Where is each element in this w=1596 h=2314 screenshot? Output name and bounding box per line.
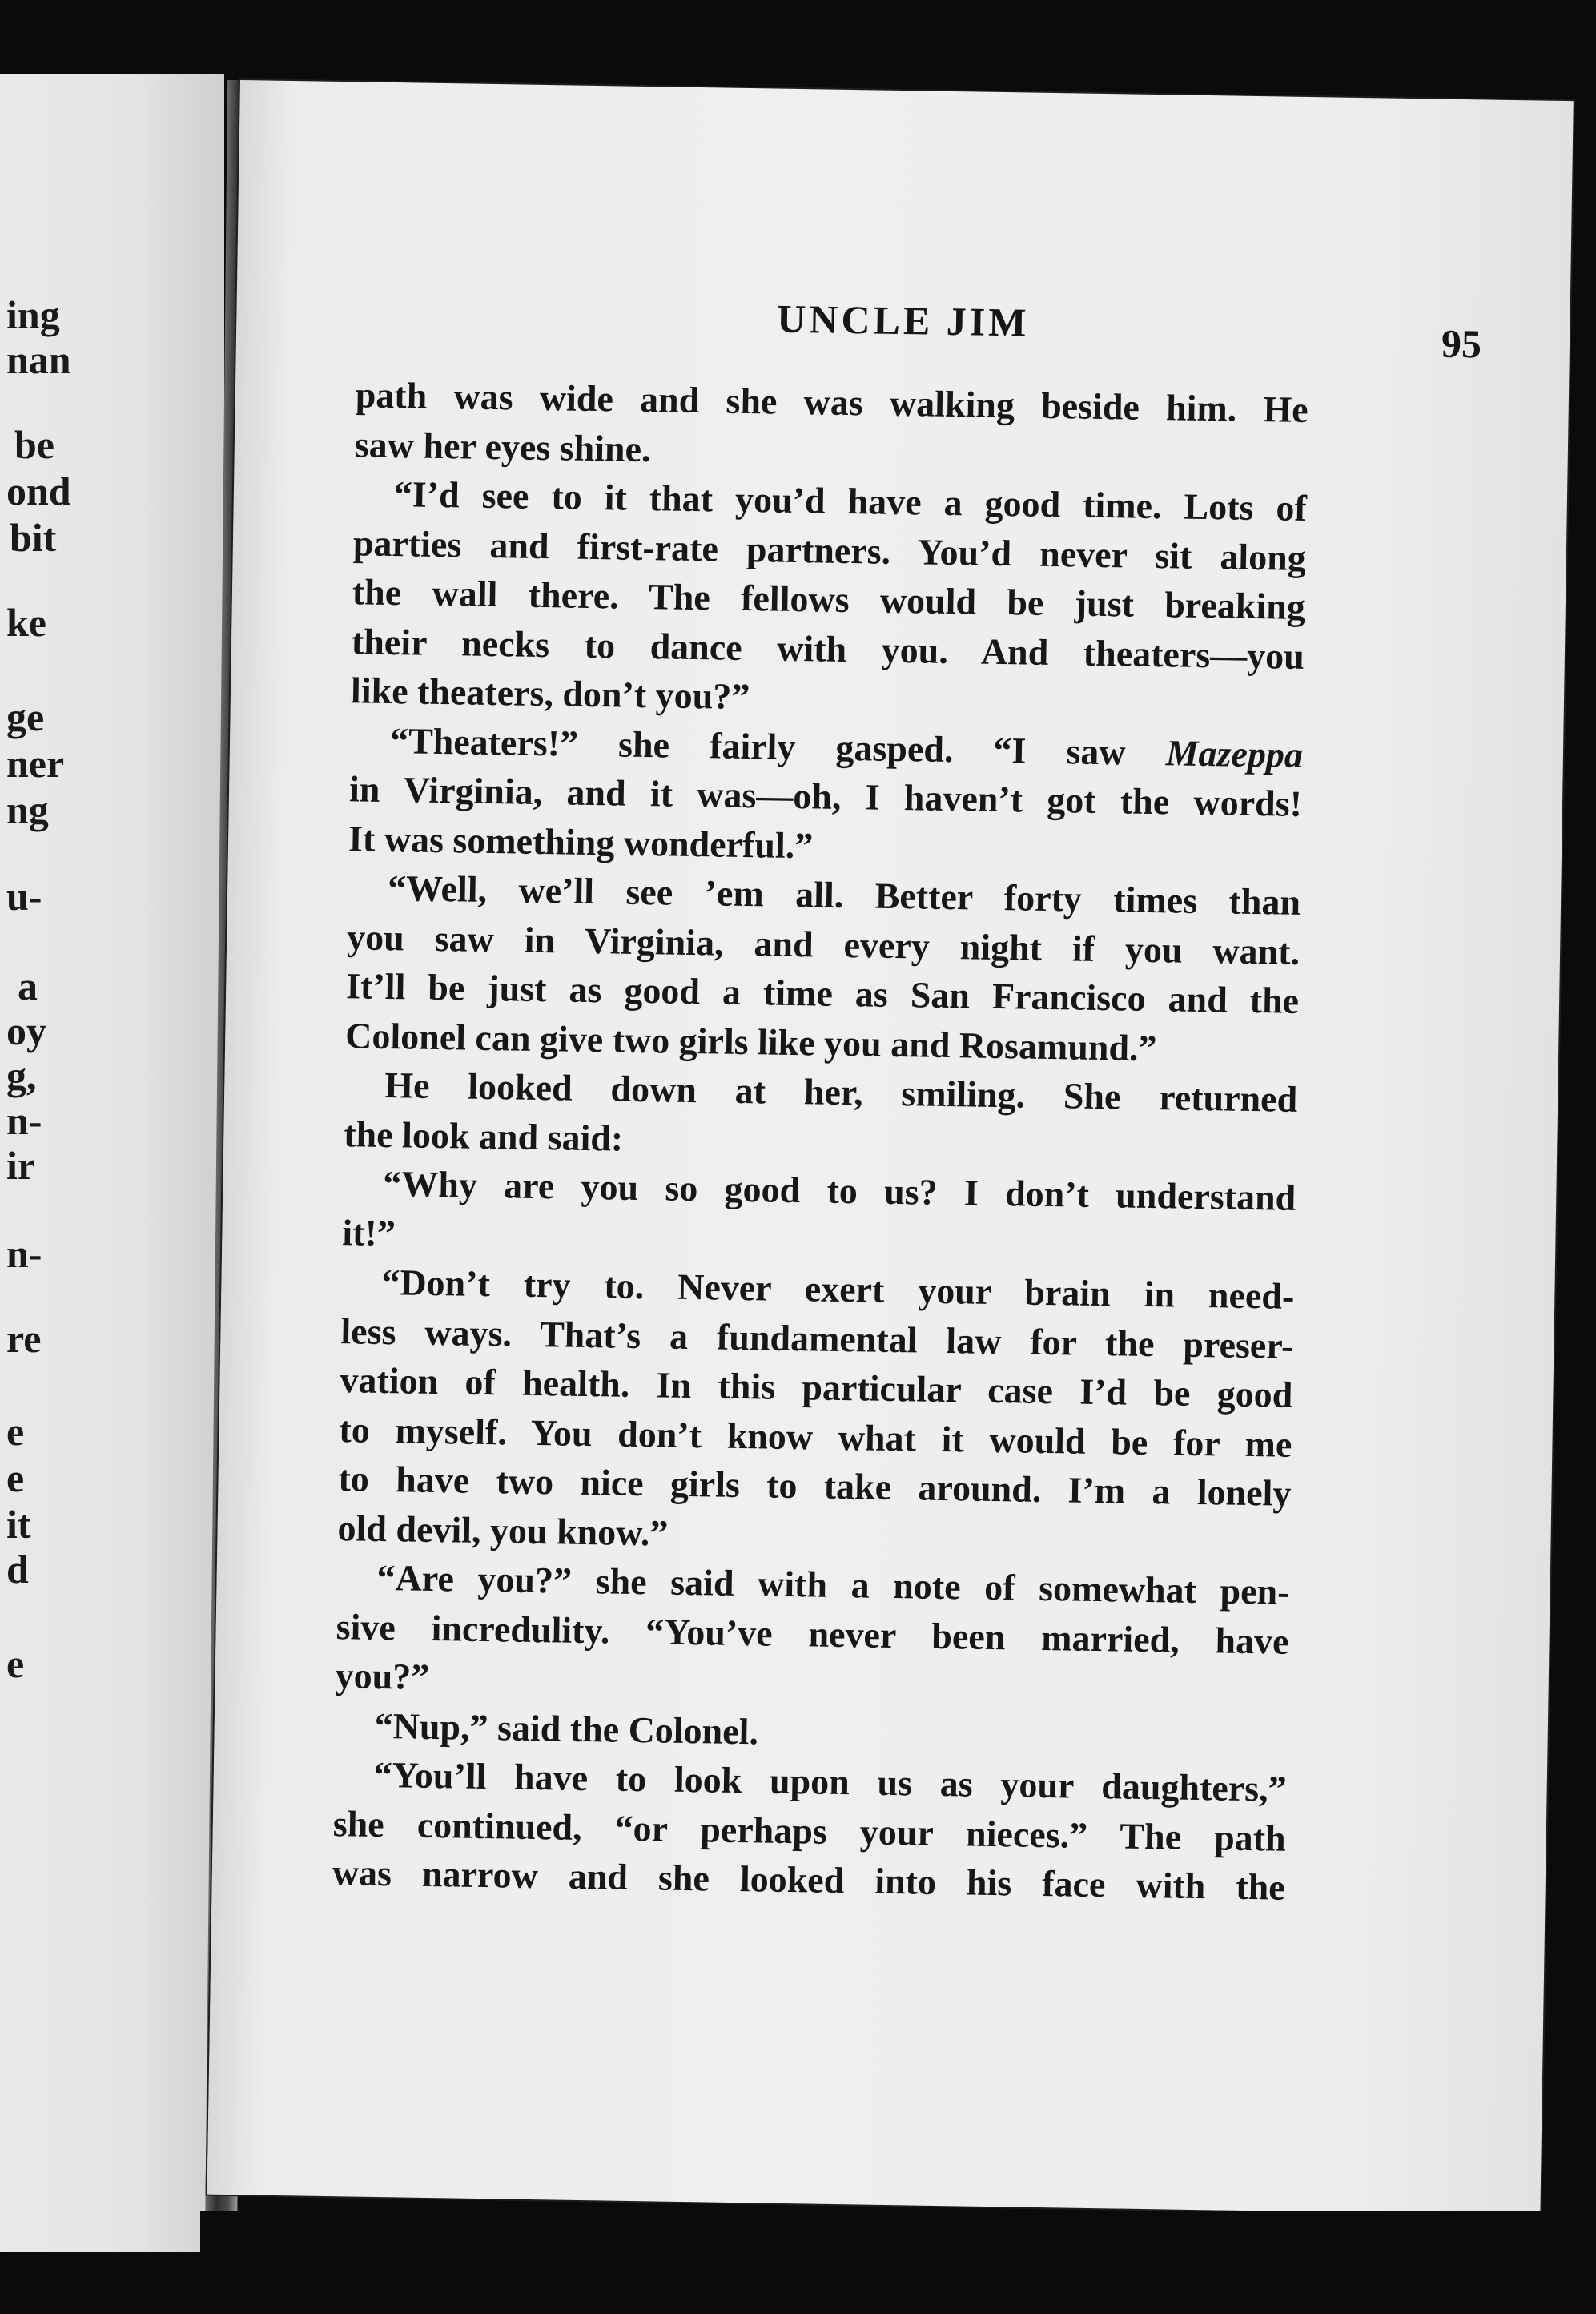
text-line: the look and said: [343, 1113, 624, 1159]
text-line: sive incredulity. “You’ve never been married, have [336, 1605, 1289, 1662]
previous-page-fragment: u- [6, 874, 42, 919]
text-line: in Virginia, and it was—oh, I haven’t got the words! [348, 768, 1303, 824]
text-line: He looked down at her, smiling. She returned [384, 1064, 1298, 1120]
text-line: “Nup,” said the Colonel. [374, 1704, 759, 1752]
text-segment: “Theaters!” she fairly gasped. “I saw [389, 719, 1127, 772]
text-line: she continued, “or perhaps your nieces.” The path [332, 1802, 1287, 1859]
previous-page-fragment: be [14, 422, 54, 467]
text-line: their necks to dance with you. And theaters—you [351, 620, 1305, 677]
previous-page-fragment: ge [6, 694, 45, 739]
text-line: saw her eyes shine. [354, 423, 651, 469]
previous-page-fragments [0, 74, 224, 2252]
text-line: “Don’t try to. Never exert your brain in need- [381, 1261, 1295, 1317]
previous-page-fragment: bit [10, 515, 57, 560]
text-line: it!” [342, 1211, 396, 1254]
previous-page-fragment: n- [6, 1098, 42, 1143]
text-line: “I’d see to it that you’d have a good time. Lots of [393, 473, 1308, 529]
text-line: the wall there. The fellows would be just breaking [352, 571, 1306, 627]
previous-page-fragment: oy [6, 1008, 46, 1053]
scan-background [200, 2211, 1596, 2314]
previous-page-fragment: ng [6, 787, 49, 832]
text-line: “Are you?” she said with a note of somewhat pen- [376, 1556, 1290, 1612]
text-line: was narrow and she looked into his face with the [332, 1852, 1286, 1908]
text-line: “Why are you so good to us? I don’t understand [382, 1162, 1296, 1218]
text-line: “Well, we’ll see ’em all. Better forty times than [387, 867, 1301, 923]
page-number: 95 [1441, 320, 1482, 367]
italic-title: Mazeppa [1165, 731, 1304, 775]
text-line: you saw in Virginia, and every night if you want. [346, 916, 1301, 972]
previous-page-fragment: d [6, 1547, 29, 1592]
text-line: to have two nice girls to take around. I’m a lonely [338, 1458, 1292, 1514]
text-line: to myself. You don’t know what it would be for me [339, 1408, 1292, 1465]
text-line: vation of health. In this particular case I’d be good [340, 1359, 1293, 1415]
previous-page-fragment: g, [6, 1053, 37, 1098]
text-line: path was wide and she was walking beside him. He [355, 374, 1309, 430]
previous-page-fragment: ing [6, 292, 60, 337]
text-line: It’ll be just as good a time as San Francisco and the [345, 965, 1300, 1021]
text-line: It was something wonderful.” [348, 817, 814, 866]
previous-page-fragment: ir [6, 1143, 36, 1188]
previous-page-fragment: ner [6, 741, 65, 786]
previous-page-fragment: n- [6, 1231, 42, 1276]
previous-page-fragment: e [6, 1455, 25, 1500]
previous-page-fragment: e [6, 1641, 25, 1686]
book-page [207, 80, 1574, 2215]
text-line: “You’ll have to look upon us as your daughters,” [373, 1753, 1288, 1809]
previous-page-fragment: it [6, 1502, 31, 1547]
text-line: parties and first-rate partners. You’d never sit along [352, 521, 1307, 578]
text-line: less ways. That’s a fundamental law for the preser- [340, 1310, 1294, 1366]
previous-page-fragment: re [6, 1316, 42, 1361]
text-line: like theaters, don’t you?” [350, 670, 750, 718]
running-head: UNCLE JIM [776, 296, 1030, 345]
previous-page-edge [0, 74, 224, 2252]
previous-page-fragment: a [18, 964, 38, 1008]
body-text [332, 370, 1309, 1912]
previous-page-fragment: nan [6, 337, 71, 382]
previous-page-fragment: e [6, 1409, 25, 1454]
text-line: Colonel can give two girls like you and Rosamund.” [344, 1014, 1157, 1068]
text-line: old devil, you know.” [337, 1507, 669, 1554]
previous-page-fragment: ke [6, 600, 46, 645]
previous-page-fragment: ond [6, 469, 71, 513]
text-line: you?” [335, 1655, 430, 1697]
